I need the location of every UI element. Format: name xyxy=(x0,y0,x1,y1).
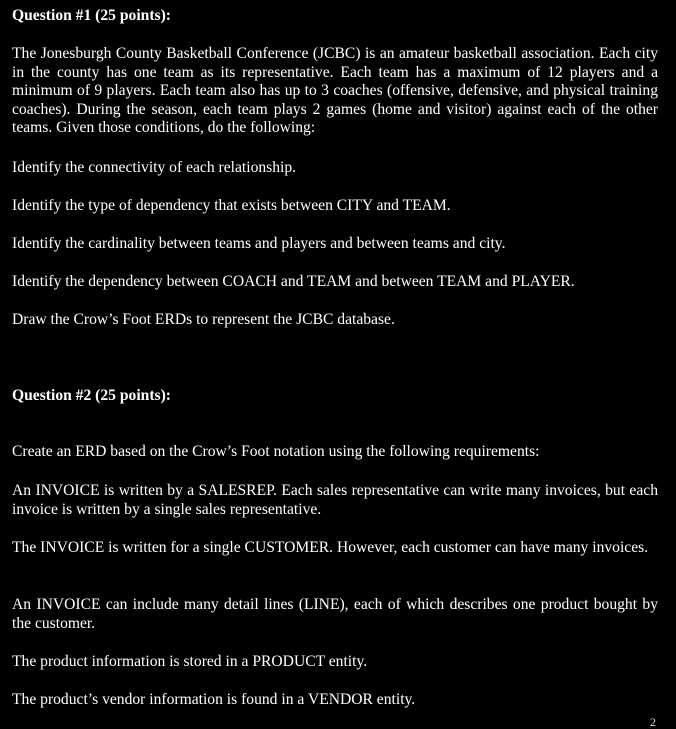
question-1-item-1: Identify the connectivity of each relationship. xyxy=(12,159,297,176)
question-1-item-3: Identify the cardinality between teams and players and between teams and city. xyxy=(12,235,506,252)
question-2-item-5: The product’s vendor information is found in a VENDOR entity. xyxy=(12,691,416,708)
question-2-item-3: An INVOICE can include many detail lines (LINE), each of which describes one product bought by the customer. xyxy=(12,596,658,632)
question-2-item-2: The INVOICE is written for a single CUSTOMER. However, each customer can have many invoices. xyxy=(12,539,649,556)
question-1-intro: The Jonesburgh County Basketball Conference (JCBC) is an amateur basketball association. Each city in the county has one team as its representative. Each team has a maximum of 12 players and a minimum of 9 players. Each team also has up to 3 coaches (offensive, defensive, and physical training coaches). During the season, each team plays 2 games (home and visitor) against each of the other teams. Given those conditions, do the following: xyxy=(12,45,658,136)
question-1-item-5: Draw the Crow’s Foot ERDs to represent the JCBC database. xyxy=(12,311,395,328)
question-2-heading: Question #2 (25 points): xyxy=(12,387,171,404)
question-2-item-4: The product information is stored in a PRODUCT entity. xyxy=(12,653,368,670)
question-1-item-2: Identify the type of dependency that exists between CITY and TEAM. xyxy=(12,197,451,214)
question-2-intro: Create an ERD based on the Crow’s Foot notation using the following requirements: xyxy=(12,443,540,460)
question-1-heading: Question #1 (25 points): xyxy=(12,7,171,24)
page-number: 2 xyxy=(650,715,656,729)
question-1-item-4: Identify the dependency between COACH and TEAM and between TEAM and PLAYER. xyxy=(12,273,575,290)
question-2-item-1: An INVOICE is written by a SALESREP. Each sales representative can write many invoices, but each invoice is written by a single sales representative. xyxy=(12,482,658,518)
